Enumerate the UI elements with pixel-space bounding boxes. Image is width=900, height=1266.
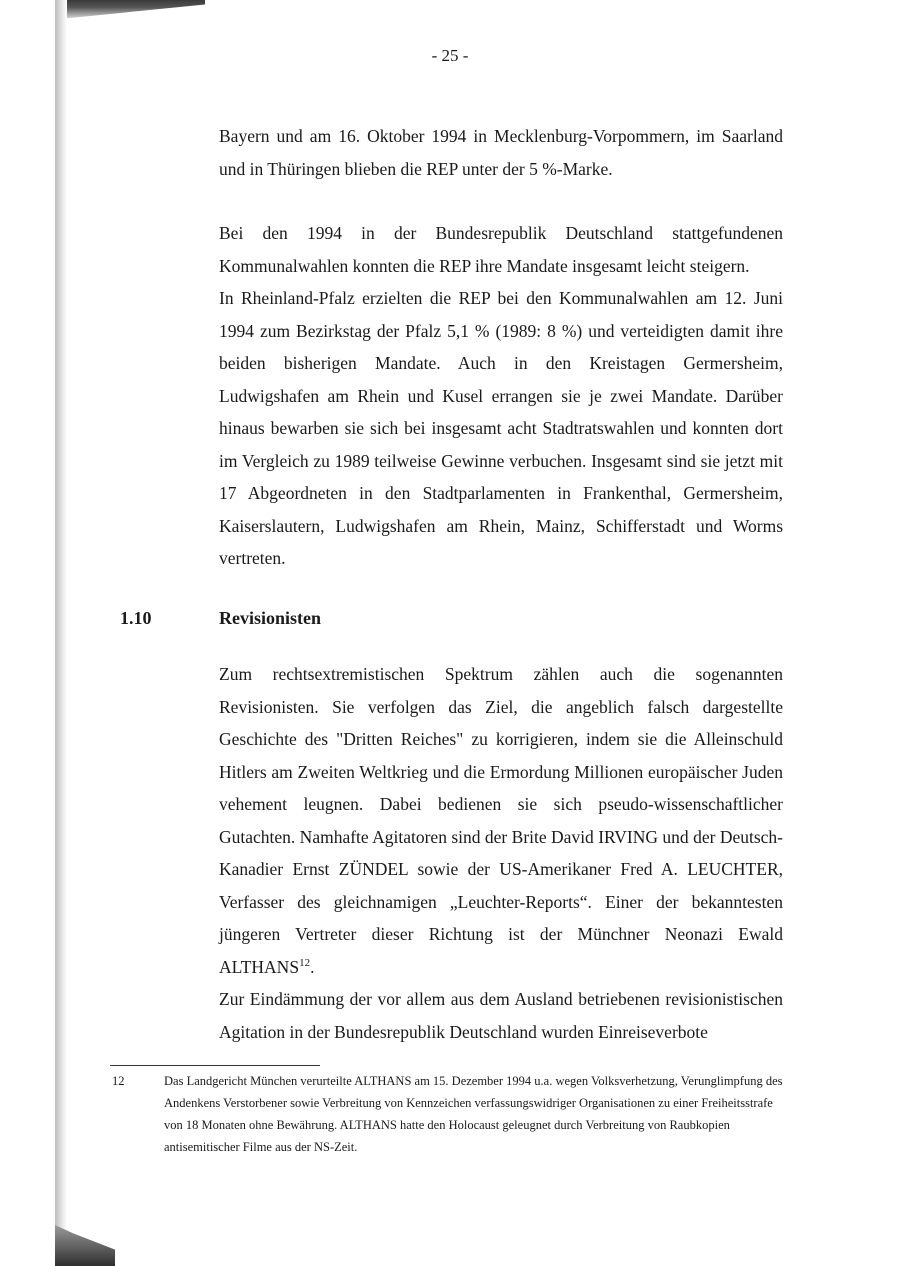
section-number: 1.10 — [120, 608, 152, 628]
paragraph — [219, 658, 783, 983]
footnote-divider — [110, 1065, 320, 1066]
paragraph-group — [219, 217, 783, 575]
paragraph-text: Zum rechtsextremistischen Spektrum zählen auch die sogenannten Revisionisten. Sie verfolgen das Ziel, die angeblich falsch dargestellte Geschichte des "Dritten Reiches" zu korrigieren, indem sie die Alleinschuld Hitlers am Zweiten Weltkrieg und die Ermordung Millionen europäischer Juden vehement leugnen. Dabei bedienen sie sich pseudo-wissenschaftlicher Gutachten. Namhafte Agitatoren sind der Brite David IRVING und der Deutsch-Kanadier Ernst ZÜNDEL sowie der US-Amerikaner Fred A. LEUCHTER, Verfasser des gleichnamigen „Leuchter-Reports“. Einer der bekanntesten jüngeren Vertreter dieser Richtung ist der Münchner Neonazi Ewald ALTHANS — [219, 664, 783, 977]
paragraph: Bayern und am 16. Oktober 1994 in Mecklenburg-Vorpommern, im Saarland und in Thüringen blieben die REP unter der 5 %-Marke. — [219, 126, 783, 179]
paragraph: Bei den 1994 in der Bundesrepublik Deutschland stattgefundenen Kommunalwahlen konnten die REP ihre Mandate insgesamt leicht steigern. — [219, 223, 783, 276]
section-title: Revisionisten — [219, 608, 322, 628]
scan-shadow-bottom — [55, 1225, 115, 1266]
scan-shadow-top — [55, 0, 205, 18]
scan-shadow-left — [55, 0, 67, 1266]
paragraph: Zur Eindämmung der vor allem aus dem Ausland betriebenen revisionistischen Agitation in der Bundesrepublik Deutschland wurden Einreiseverbote — [219, 989, 783, 1042]
paragraph-end: . — [310, 956, 315, 977]
footnote-text: Das Landgericht München verurteilte ALTHANS am 15. Dezember 1994 u.a. wegen Volksverhetzung, Verunglimpfung des Andenkens Verstorbener sowie Verbreitung von Kennzeichen verfassungswidriger Organisationen zu einer Freiheitsstrafe von 18 Monaten ohne Bewährung. ALTHANS hatte den Holocaust geleugnet durch Verbreitung von Raubkopien antisemitischer Filme aus der NS-Zeit. — [164, 1074, 783, 1154]
page-number: - 25 - — [431, 46, 469, 65]
paragraph-continuation — [219, 120, 783, 185]
paragraph: In Rheinland-Pfalz erzielten die REP bei den Kommunalwahlen am 12. Juni 1994 zum Bezirkstag der Pfalz 5,1 % (1989: 8 %) und verteidigten damit ihre beiden bisherigen Mandate. Auch in den Kreistagen Germersheim, Ludwigshafen am Rhein und Kusel errangen sie je zwei Mandate. Darüber hinaus bewarben sie sich bei insgesamt acht Stadtratswahlen und konnten dort im Vergleich zu 1989 teilweise Gewinne verbuchen. Insgesamt sind sie jetzt mit 17 Abgeordneten in den Stadtparlamenten in Frankenthal, Germersheim, Kaiserslautern, Ludwigshafen am Rhein, Mainz, Schifferstadt und Worms vertreten. — [219, 288, 783, 568]
footnote-reference[interactable]: 12 — [299, 956, 311, 969]
section-body — [219, 658, 783, 1048]
footnote-number: 12 — [112, 1074, 125, 1088]
